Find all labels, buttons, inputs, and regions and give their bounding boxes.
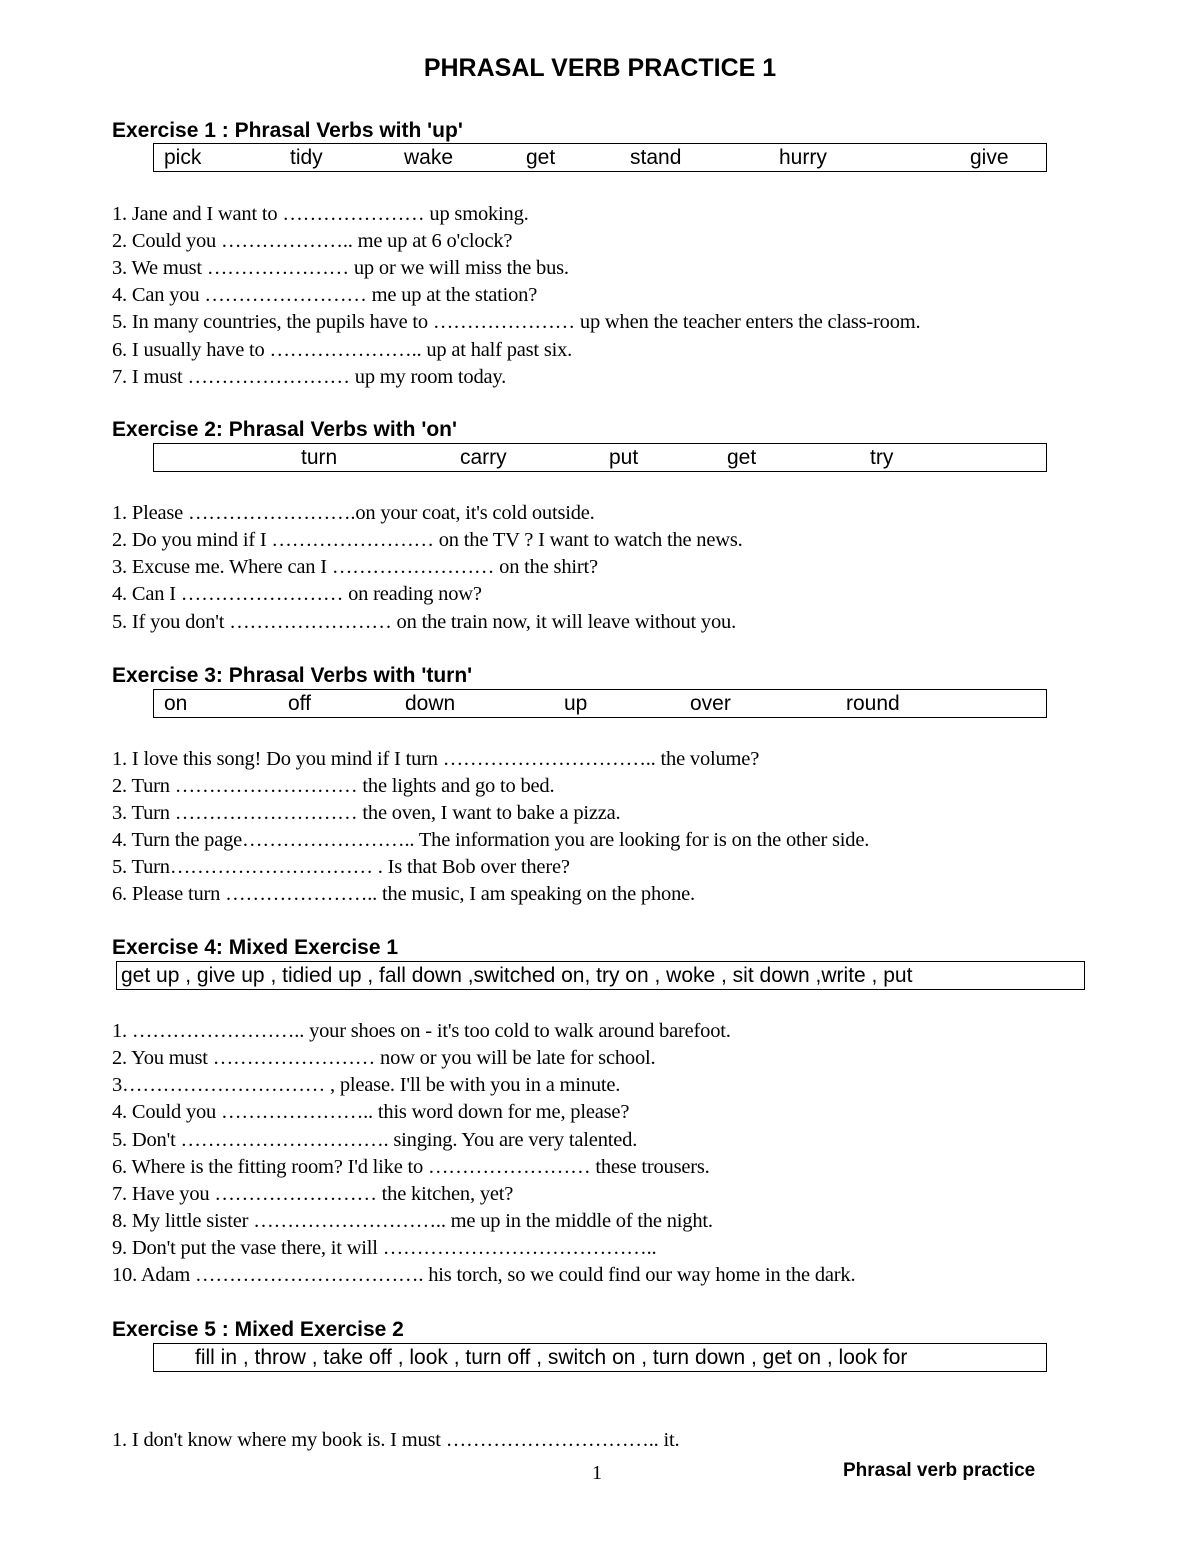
exercise-3-question-1: 1. I love this song! Do you mind if I turn ………………………….. the volume?: [112, 748, 760, 770]
exercise-4-question-1: 1. …………………….. your shoes on - it's too cold to walk around barefoot.: [112, 1020, 731, 1042]
exercise-2-question-1: 1. Please …………………….on your coat, it's cold outside.: [112, 502, 595, 524]
word-box-item: pick: [164, 146, 202, 169]
exercise-5-question-1: 1. I don't know where my book is. I must ………………………….. it.: [112, 1429, 680, 1451]
word-box-item: get: [727, 446, 757, 469]
exercise-2-question-4: 4. Can I …………………… on reading now?: [112, 583, 482, 605]
exercise-5-heading: Exercise 5 : Mixed Exercise 2: [112, 1318, 404, 1341]
word-box-item: round: [846, 692, 900, 715]
word-box-list: get up , give up , tidied up , fall down ,switched on, try on , woke , sit down ,write , put: [121, 964, 913, 987]
exercise-3-question-3: 3. Turn ……………………… the oven, I want to bake a pizza.: [112, 802, 621, 824]
exercise-4-question-7: 7. Have you …………………… the kitchen, yet?: [112, 1183, 514, 1205]
word-box-item: on: [164, 692, 188, 715]
exercise-4-question-8: 8. My little sister ……………………….. me up in the middle of the night.: [112, 1210, 713, 1232]
word-box-item: get: [526, 146, 556, 169]
page-number: 1: [592, 1462, 602, 1484]
footer-label: Phrasal verb practice: [843, 1460, 1036, 1481]
exercise-2-question-5: 5. If you don't …………………… on the train now, it will leave without you.: [112, 611, 736, 633]
exercise-4-question-4: 4. Could you ………………….. this word down for me, please?: [112, 1101, 630, 1123]
exercise-5-word-box: [153, 1343, 1047, 1372]
word-box-item: put: [609, 446, 639, 469]
word-box-item: carry: [460, 446, 507, 469]
exercise-3-word-box: [153, 689, 1047, 718]
word-box-item: over: [690, 692, 731, 715]
exercise-4-word-box: [116, 961, 1085, 990]
exercise-4-question-5: 5. Don't …………………………. singing. You are very talented.: [112, 1129, 638, 1151]
exercise-1-question-7: 7. I must …………………… up my room today.: [112, 366, 507, 388]
exercise-3-question-4: 4. Turn the page…………………….. The information you are looking for is on the other side.: [112, 829, 870, 851]
word-box-item: off: [288, 692, 311, 715]
exercise-4-question-2: 2. You must …………………… now or you will be late for school.: [112, 1047, 656, 1069]
exercise-2-heading: Exercise 2: Phrasal Verbs with 'on': [112, 418, 457, 441]
exercise-2-question-2: 2. Do you mind if I …………………… on the TV ? I want to watch the news.: [112, 529, 743, 551]
word-box-item: give: [970, 146, 1009, 169]
exercise-4-question-10: 10. Adam ……………………………. his torch, so we could find our way home in the dark.: [112, 1264, 856, 1286]
exercise-1-question-2: 2. Could you ……………….. me up at 6 o'clock?: [112, 230, 513, 252]
word-box-item: try: [870, 446, 894, 469]
exercise-3-question-5: 5. Turn………………………… . Is that Bob over there?: [112, 856, 570, 878]
exercise-2-word-box: [153, 443, 1047, 472]
exercise-3-question-2: 2. Turn ……………………… the lights and go to bed.: [112, 775, 555, 797]
word-box-item: stand: [630, 146, 682, 169]
exercise-3-question-6: 6. Please turn ………………….. the music, I am speaking on the phone.: [112, 883, 695, 905]
exercise-1-heading: Exercise 1 : Phrasal Verbs with 'up': [112, 119, 463, 142]
word-box-list: fill in , throw , take off , look , turn off , switch on , turn down , get on , look for: [195, 1346, 908, 1369]
exercise-1-word-box: [153, 143, 1047, 172]
exercise-1-question-4: 4. Can you …………………… me up at the station?: [112, 284, 538, 306]
word-box-item: up: [564, 692, 588, 715]
word-box-item: wake: [404, 146, 454, 169]
word-box-item: down: [405, 692, 456, 715]
exercise-4-question-9: 9. Don't put the vase there, it will …………………………………..: [112, 1237, 657, 1259]
word-box-item: hurry: [779, 146, 827, 169]
exercise-4-heading: Exercise 4: Mixed Exercise 1: [112, 936, 399, 959]
exercise-1-question-5: 5. In many countries, the pupils have to ………………… up when the teacher enters the class-room.: [112, 311, 921, 333]
exercise-4-question-3: 3………………………… , please. I'll be with you in a minute.: [112, 1074, 621, 1096]
exercise-3-heading: Exercise 3: Phrasal Verbs with 'turn': [112, 664, 473, 687]
exercise-2-question-3: 3. Excuse me. Where can I …………………… on the shirt?: [112, 556, 598, 578]
exercise-1-question-1: 1. Jane and I want to ………………… up smoking.: [112, 203, 529, 225]
exercise-4-question-6: 6. Where is the fitting room? I'd like to …………………… these trousers.: [112, 1156, 710, 1178]
exercise-1-question-6: 6. I usually have to ………………….. up at half past six.: [112, 339, 573, 361]
word-box-item: turn: [301, 446, 338, 469]
page-title: PHRASAL VERB PRACTICE 1: [423, 54, 777, 82]
word-box-item: tidy: [290, 146, 323, 169]
exercise-1-question-3: 3. We must ………………… up or we will miss the bus.: [112, 257, 569, 279]
